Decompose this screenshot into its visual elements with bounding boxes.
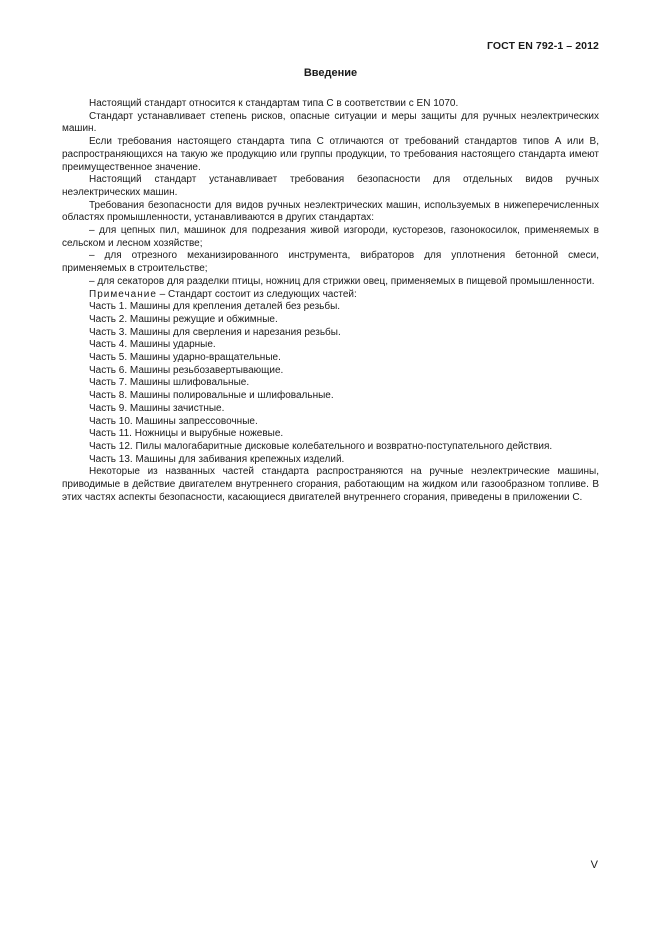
page-number: V xyxy=(590,859,598,871)
list-item-food-industry: – для секаторов для разделки птицы, ножниц для стрижки овец, применяемых в пищевой промышленности. xyxy=(89,275,595,287)
paragraph-risks: Стандарт устанавливает степень рисков, опасные ситуации и меры защиты для ручных неэлектрических машин. xyxy=(62,110,599,135)
list-item-agriculture: – для цепных пил, машинок для подрезания живой изгороди, кусторезов, газонокосилок, применяемых в сельском и лесном хозяйстве; xyxy=(62,225,599,249)
part-item: Часть 12. Пилы малогабаритные дисковые колебательного и возвратно-поступательного действия. xyxy=(89,440,553,452)
part-item: Часть 4. Машины ударные. xyxy=(89,339,216,351)
paragraph-priority: Если требования настоящего стандарта типа С отличаются от требований стандартов типов А или В, распространяющихся на такую же продукцию или группы продукции, то требования настоящего стандарта имеют преимущественное значение. xyxy=(62,136,599,173)
note-text: – Стандарт состоит из следующих частей: xyxy=(156,288,357,300)
paragraph-requirements: Настоящий стандарт устанавливает требования безопасности для отдельных видов ручных неэлектрических машин. xyxy=(62,174,599,198)
note-paragraph xyxy=(62,289,599,302)
part-item: Часть 6. Машины резьбозавертывающие. xyxy=(89,364,284,376)
section-title: Введение xyxy=(303,67,358,79)
part-item: Часть 7. Машины шлифовальные. xyxy=(89,377,250,389)
document-body xyxy=(62,98,599,505)
part-item: Часть 2. Машины режущие и обжимные. xyxy=(89,313,278,325)
paragraph-closing: Некоторые из названных частей стандарта распространяются на ручные неэлектрические машины, приводимые в действие двигателем внутреннего сгорания, работающим на жидком или газообразном топливе. В этих частях аспекты безопасности, касающиеся двигателей внутреннего сгорания, приведены в приложении С. xyxy=(62,466,599,503)
part-item: Часть 11. Ножницы и вырубные ножевые. xyxy=(89,428,284,440)
part-item: Часть 8. Машины полировальные и шлифовальные. xyxy=(89,390,334,402)
note-label: Примечание xyxy=(89,288,157,300)
part-item: Часть 9. Машины зачистные. xyxy=(89,402,225,414)
part-item: Часть 10. Машины запрессовочные. xyxy=(89,415,258,427)
document-header: ГОСТ EN 792-1 – 2012 xyxy=(486,40,599,52)
paragraph-other-standards: Требования безопасности для видов ручных неэлектрических машин, используемых в нижеперечисленных областях промышленности, устанавливаются в других стандартах: xyxy=(62,199,599,224)
part-item: Часть 3. Машины для сверления и нарезания резьбы. xyxy=(89,326,341,338)
part-item: Часть 13. Машины для забивания крепежных изделий. xyxy=(89,453,345,465)
part-item: Часть 1. Машины для крепления деталей без резьбы. xyxy=(89,301,341,313)
list-item-construction: – для отрезного механизированного инструмента, вибраторов для уплотнения бетонной смеси, применяемых в строительстве; xyxy=(62,250,599,275)
paragraph-scope: Настоящий стандарт относится к стандартам типа С в соответствии с EN 1070. xyxy=(89,98,459,109)
part-item: Часть 5. Машины ударно-вращательные. xyxy=(89,352,281,364)
